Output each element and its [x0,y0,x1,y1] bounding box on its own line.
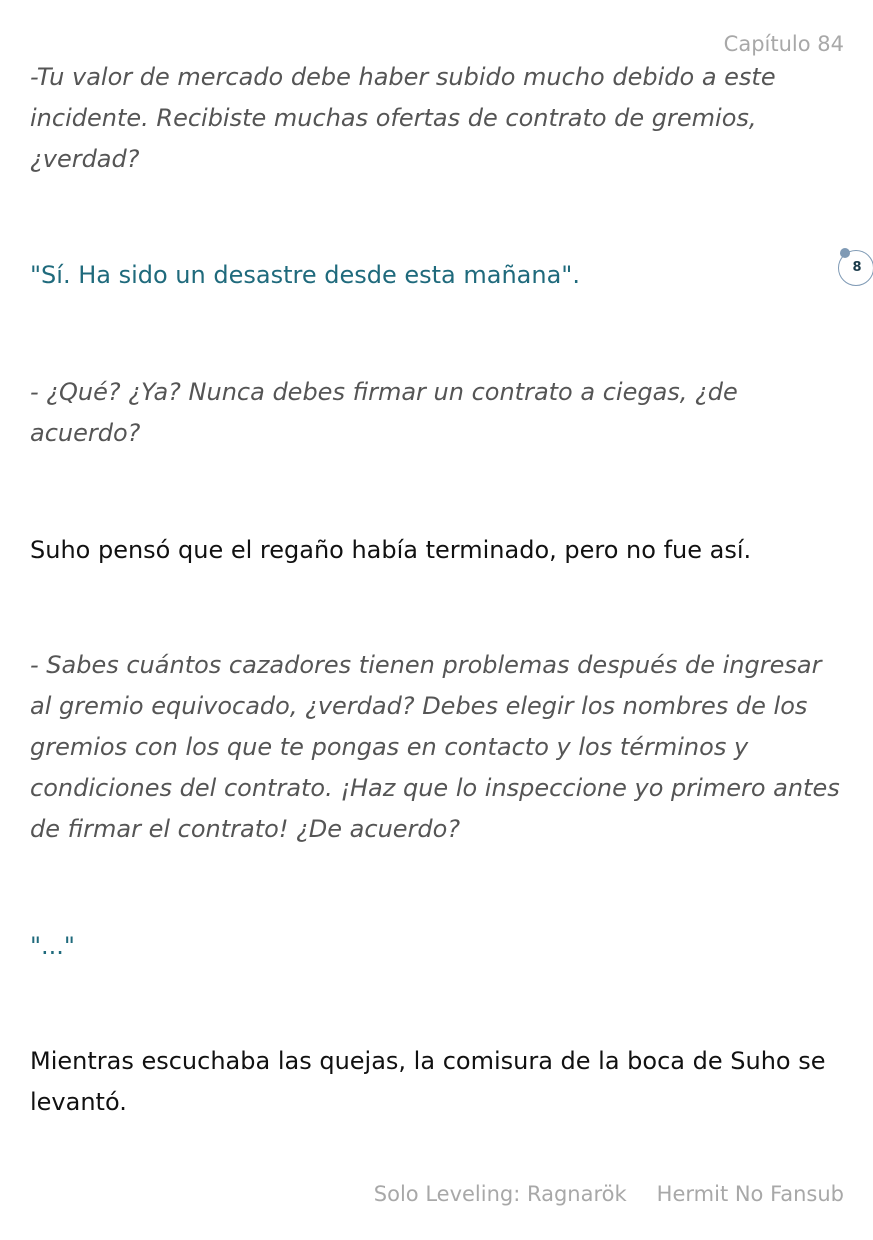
chapter-heading: Capítulo 84 [723,32,844,56]
footer-title: Solo Leveling: Ragnarök [373,1182,627,1206]
comment-count: 8 [852,260,862,275]
paragraph-phone-1: -Tu valor de mercado debe haber subido mucho debido a este incidente. Recibiste muchas ofertas de contrato de gremios, ¿verdad? [30,63,776,173]
paragraph-phone-2: - ¿Qué? ¿Ya? Nunca debes firmar un contrato a ciegas, ¿de acuerdo? [30,378,738,447]
page-footer [374,1182,844,1206]
badge-dot-icon [840,248,850,258]
paragraph-dialogue-2: "..." [30,932,75,960]
footer-credit: Hermit No Fansub [656,1182,844,1206]
paragraph-phone-3: - Sabes cuántos cazadores tienen problemas después de ingresar al gremio equivocado, ¿verdad? Debes elegir los nombres de los gremios con los que te pongas en contacto y los términos y condiciones del contrato. ¡Haz que lo inspeccione yo primero antes de firmar el contrato! ¿De acuerdo? [30,651,840,843]
paragraph-narration-2: Mientras escuchaba las quejas, la comisura de la boca de Suho se levantó. [30,1047,826,1116]
paragraph-narration-1: Suho pensó que el regaño había terminado, pero no fue así. [30,536,752,564]
paragraph-dialogue-1: "Sí. Ha sido un desastre desde esta mañana". [30,261,580,289]
comment-count-badge[interactable] [838,250,873,286]
